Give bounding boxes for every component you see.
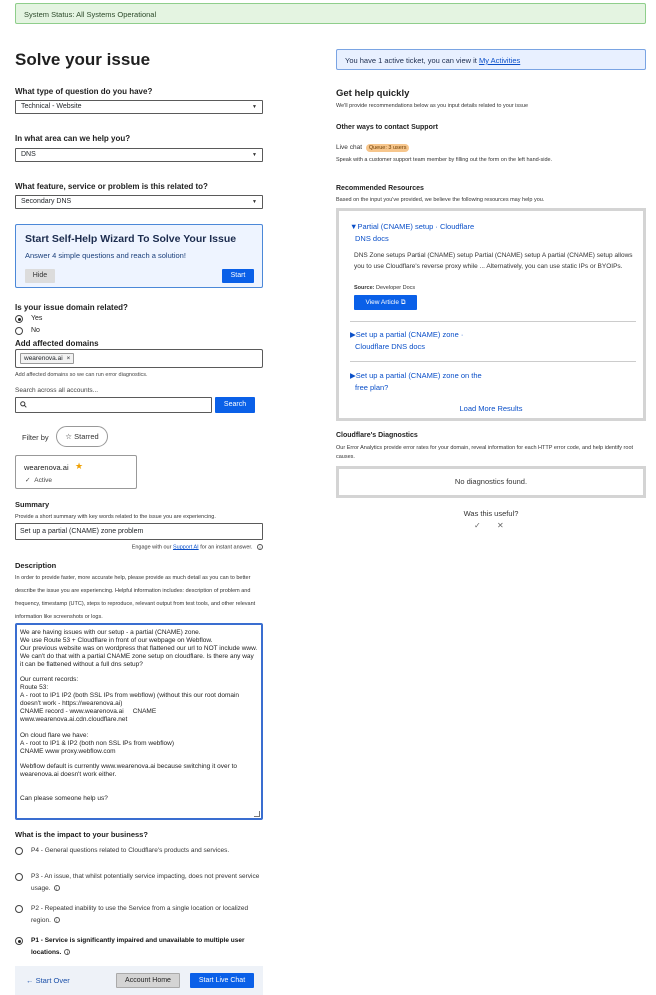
- question-type-select[interactable]: [15, 100, 263, 114]
- domain-related-yes-label: Yes: [31, 315, 43, 322]
- impact-p1-label: P1 - Service is significantly impaired and unavailable to multiple user locations. i: [31, 937, 245, 956]
- active-ticket-banner: [336, 49, 646, 70]
- starred-filter-button[interactable]: ☆ Starred: [56, 426, 108, 447]
- feature-label: What feature, service or problem is this related to?: [15, 182, 208, 191]
- account-status-label: Active: [34, 477, 52, 484]
- domain-chip: [20, 353, 74, 364]
- info-icon[interactable]: i: [64, 949, 70, 955]
- affected-domains-hint: Add affected domains so we can run error diagnostics.: [15, 372, 148, 378]
- info-icon[interactable]: i: [54, 917, 60, 923]
- self-help-wizard: [15, 224, 263, 288]
- impact-p1-radio[interactable]: [15, 937, 23, 945]
- divider: [350, 361, 636, 362]
- area-value: DNS: [21, 151, 36, 158]
- other-ways-title: Other ways to contact Support: [336, 124, 438, 131]
- diagnostics-empty-state: No diagnostics found.: [336, 466, 646, 498]
- my-activities-link[interactable]: My Activities: [478, 56, 521, 65]
- impact-p2-label: P2 - Repeated inability to use the Service from a single location or localized region. i: [31, 905, 249, 924]
- impact-p3-label: P3 - An issue, that whilst potentially service impacting, does not prevent service usage. i: [31, 873, 260, 892]
- load-more-results-link[interactable]: Load More Results: [459, 404, 523, 413]
- start-live-chat-button[interactable]: Start Live Chat: [190, 973, 254, 988]
- support-ai-hint: [132, 544, 263, 550]
- area-select[interactable]: [15, 148, 263, 162]
- arrow-left-icon: ←: [26, 976, 34, 985]
- wizard-title: Start Self-Help Wizard To Solve Your Issue: [25, 233, 237, 245]
- account-search-label: Search across all accounts...: [15, 387, 99, 394]
- affected-domains-input[interactable]: [15, 349, 263, 368]
- resize-handle[interactable]: [254, 811, 260, 817]
- chevron-down-icon: ▼: [252, 104, 257, 110]
- form-footer: [15, 966, 263, 995]
- start-over-link[interactable]: [26, 976, 70, 985]
- account-search-button[interactable]: Search: [215, 397, 255, 413]
- summary-input[interactable]: Set up a partial (CNAME) zone problem: [15, 523, 263, 540]
- filter-label: Filter by: [22, 433, 49, 442]
- impact-p4-label: P4 - General questions related to Cloudflare's products and services.: [31, 847, 230, 854]
- star-icon[interactable]: ★: [75, 461, 84, 471]
- live-chat-row: [336, 144, 409, 152]
- affected-domains-label: Add affected domains: [15, 339, 99, 348]
- account-name: wearenova.ai: [24, 463, 69, 472]
- impact-label: What is the impact to your business?: [15, 830, 148, 839]
- recommended-subtitle: Based on the input you've provided, we believe the following resources may help you.: [336, 197, 545, 203]
- domain-chip-label: wearenova.ai: [24, 355, 63, 362]
- caret-right-icon: ▶: [350, 371, 356, 380]
- external-link-icon: ⧉: [400, 299, 406, 306]
- domain-related-no-radio[interactable]: [15, 327, 23, 335]
- info-icon[interactable]: i: [54, 885, 60, 891]
- area-label: In what area can we help you?: [15, 134, 131, 143]
- engage-prefix: Engage with our: [131, 544, 172, 551]
- system-status-banner: System Status: All Systems Operational: [15, 3, 646, 24]
- domain-related-no-label: No: [31, 327, 40, 334]
- wizard-subtitle: Answer 4 simple questions and reach a solution!: [25, 251, 186, 260]
- recommended-title: Recommended Resources: [336, 185, 424, 192]
- view-article-button[interactable]: View Article ⧉: [354, 295, 417, 310]
- summary-label: Summary: [15, 500, 50, 509]
- start-over-label: Start Over: [35, 976, 70, 985]
- resource-1-source: Source: Developer Docs: [354, 285, 416, 291]
- search-icon: [20, 401, 27, 410]
- remove-chip-icon[interactable]: ×: [66, 355, 71, 362]
- close-icon[interactable]: ✕: [497, 521, 504, 530]
- question-type-value: Technical - Website: [21, 103, 82, 110]
- page-title: Solve your issue: [15, 50, 151, 69]
- queue-badge: Queue: 3 users: [366, 144, 410, 152]
- account-home-button[interactable]: Account Home: [116, 973, 180, 988]
- feature-select[interactable]: [15, 195, 263, 209]
- engage-suffix: for an instant answer.: [200, 544, 253, 551]
- account-search-input[interactable]: [15, 397, 212, 413]
- support-ai-link[interactable]: Support AI: [172, 544, 199, 551]
- live-chat-description: Speak with a customer support team member by filling out the form on the left hand-side.: [336, 157, 553, 163]
- caret-down-icon: ▼: [350, 222, 358, 231]
- description-text: We are having issues with our setup - a partial (CNAME) zone. We use Route 53 + Cloudflare in front of our webpage on Webflow. Our previous website was on wordpress that flattened our url to NOT include www. We can't do that with a partial CNAME zone setup on cloudflare. Is there any way it can be flattened without a full dns setup? Our current records: Route 53: A - root to IP1 IP2 (both SSL IPs from webflow) (without this our root domain doesn't work - https://wearenova.ai) CNAME record - www.wearenova.ai CNAME www.wearenova.ai.cdn.cloudflare.net On cloud flare we have: A - root to IP1 & IP2 (both non SSL IPs from webflow) CNAME www proxy.webflow.com Webflow default is currently www.wearenova.ai because switching it over to wearenova.ai doesn't work either. Can please someone help us?: [20, 629, 258, 803]
- help-quickly-title: Get help quickly: [336, 88, 410, 99]
- check-icon: ✓: [25, 477, 31, 484]
- ticket-text: You have 1 active ticket, you can view it: [345, 56, 477, 65]
- domain-related-label: Is your issue domain related?: [15, 303, 128, 312]
- thumbs-up-check-icon[interactable]: ✓: [474, 521, 481, 530]
- question-type-label: What type of question do you have?: [15, 87, 153, 96]
- description-hint: In order to provide faster, more accurate help, please provide as much detail as you can to better describe the issue you are experiencing. Helpful information includes: description of problem and frequency, timestamp (UTC), steps to reproduce, relevant output from test tools, and other relevant information like screenshots or logs.: [15, 575, 256, 620]
- feature-value: Secondary DNS: [21, 198, 72, 205]
- diagnostics-subtitle: Our Error Analytics provide error rates for your domain, reveal information for each HTTP error code, and help identify root causes.: [336, 445, 634, 460]
- resource-2-link[interactable]: ▶Set up a partial (CNAME) zone · Cloudflare DNS docs: [350, 330, 464, 351]
- help-quickly-subtitle: We'll provide recommendations below as you input details related to your issue: [336, 103, 529, 109]
- wizard-hide-button[interactable]: Hide: [25, 269, 55, 283]
- account-card[interactable]: [15, 455, 137, 489]
- info-icon[interactable]: i: [257, 544, 263, 550]
- impact-p3-radio[interactable]: [15, 873, 23, 881]
- resource-1-snippet: DNS Zone setups Partial (CNAME) setup Partial (CNAME) setup A partial (CNAME) setup allows you to use Cloudflare's reverse proxy while ... Alternatively, you can use static IPs or BYOIPs.: [354, 252, 633, 270]
- domain-related-yes-radio[interactable]: [15, 315, 23, 323]
- account-status: [25, 476, 52, 484]
- impact-p2-radio[interactable]: [15, 905, 23, 913]
- diagnostics-title: Cloudflare's Diagnostics: [336, 432, 418, 439]
- resource-3-link[interactable]: ▶Set up a partial (CNAME) zone on the free plan?: [350, 371, 482, 392]
- wizard-start-button[interactable]: Start: [222, 269, 254, 283]
- recommended-resources-panel: [336, 208, 646, 421]
- chevron-down-icon: ▼: [252, 152, 257, 158]
- summary-hint: Provide a short summary with key words related to the issue you are experiencing.: [15, 514, 216, 520]
- divider: [350, 321, 636, 322]
- description-label: Description: [15, 561, 57, 570]
- caret-right-icon: ▶: [350, 330, 356, 339]
- impact-p4-radio[interactable]: [15, 847, 23, 855]
- feedback-question: Was this useful?: [463, 509, 519, 518]
- live-chat-label: Live chat: [336, 144, 363, 151]
- resource-1-link[interactable]: ▼Partial (CNAME) setup · Cloudflare DNS docs: [350, 222, 475, 243]
- description-textarea[interactable]: [15, 623, 263, 820]
- chevron-down-icon: ▼: [252, 199, 257, 205]
